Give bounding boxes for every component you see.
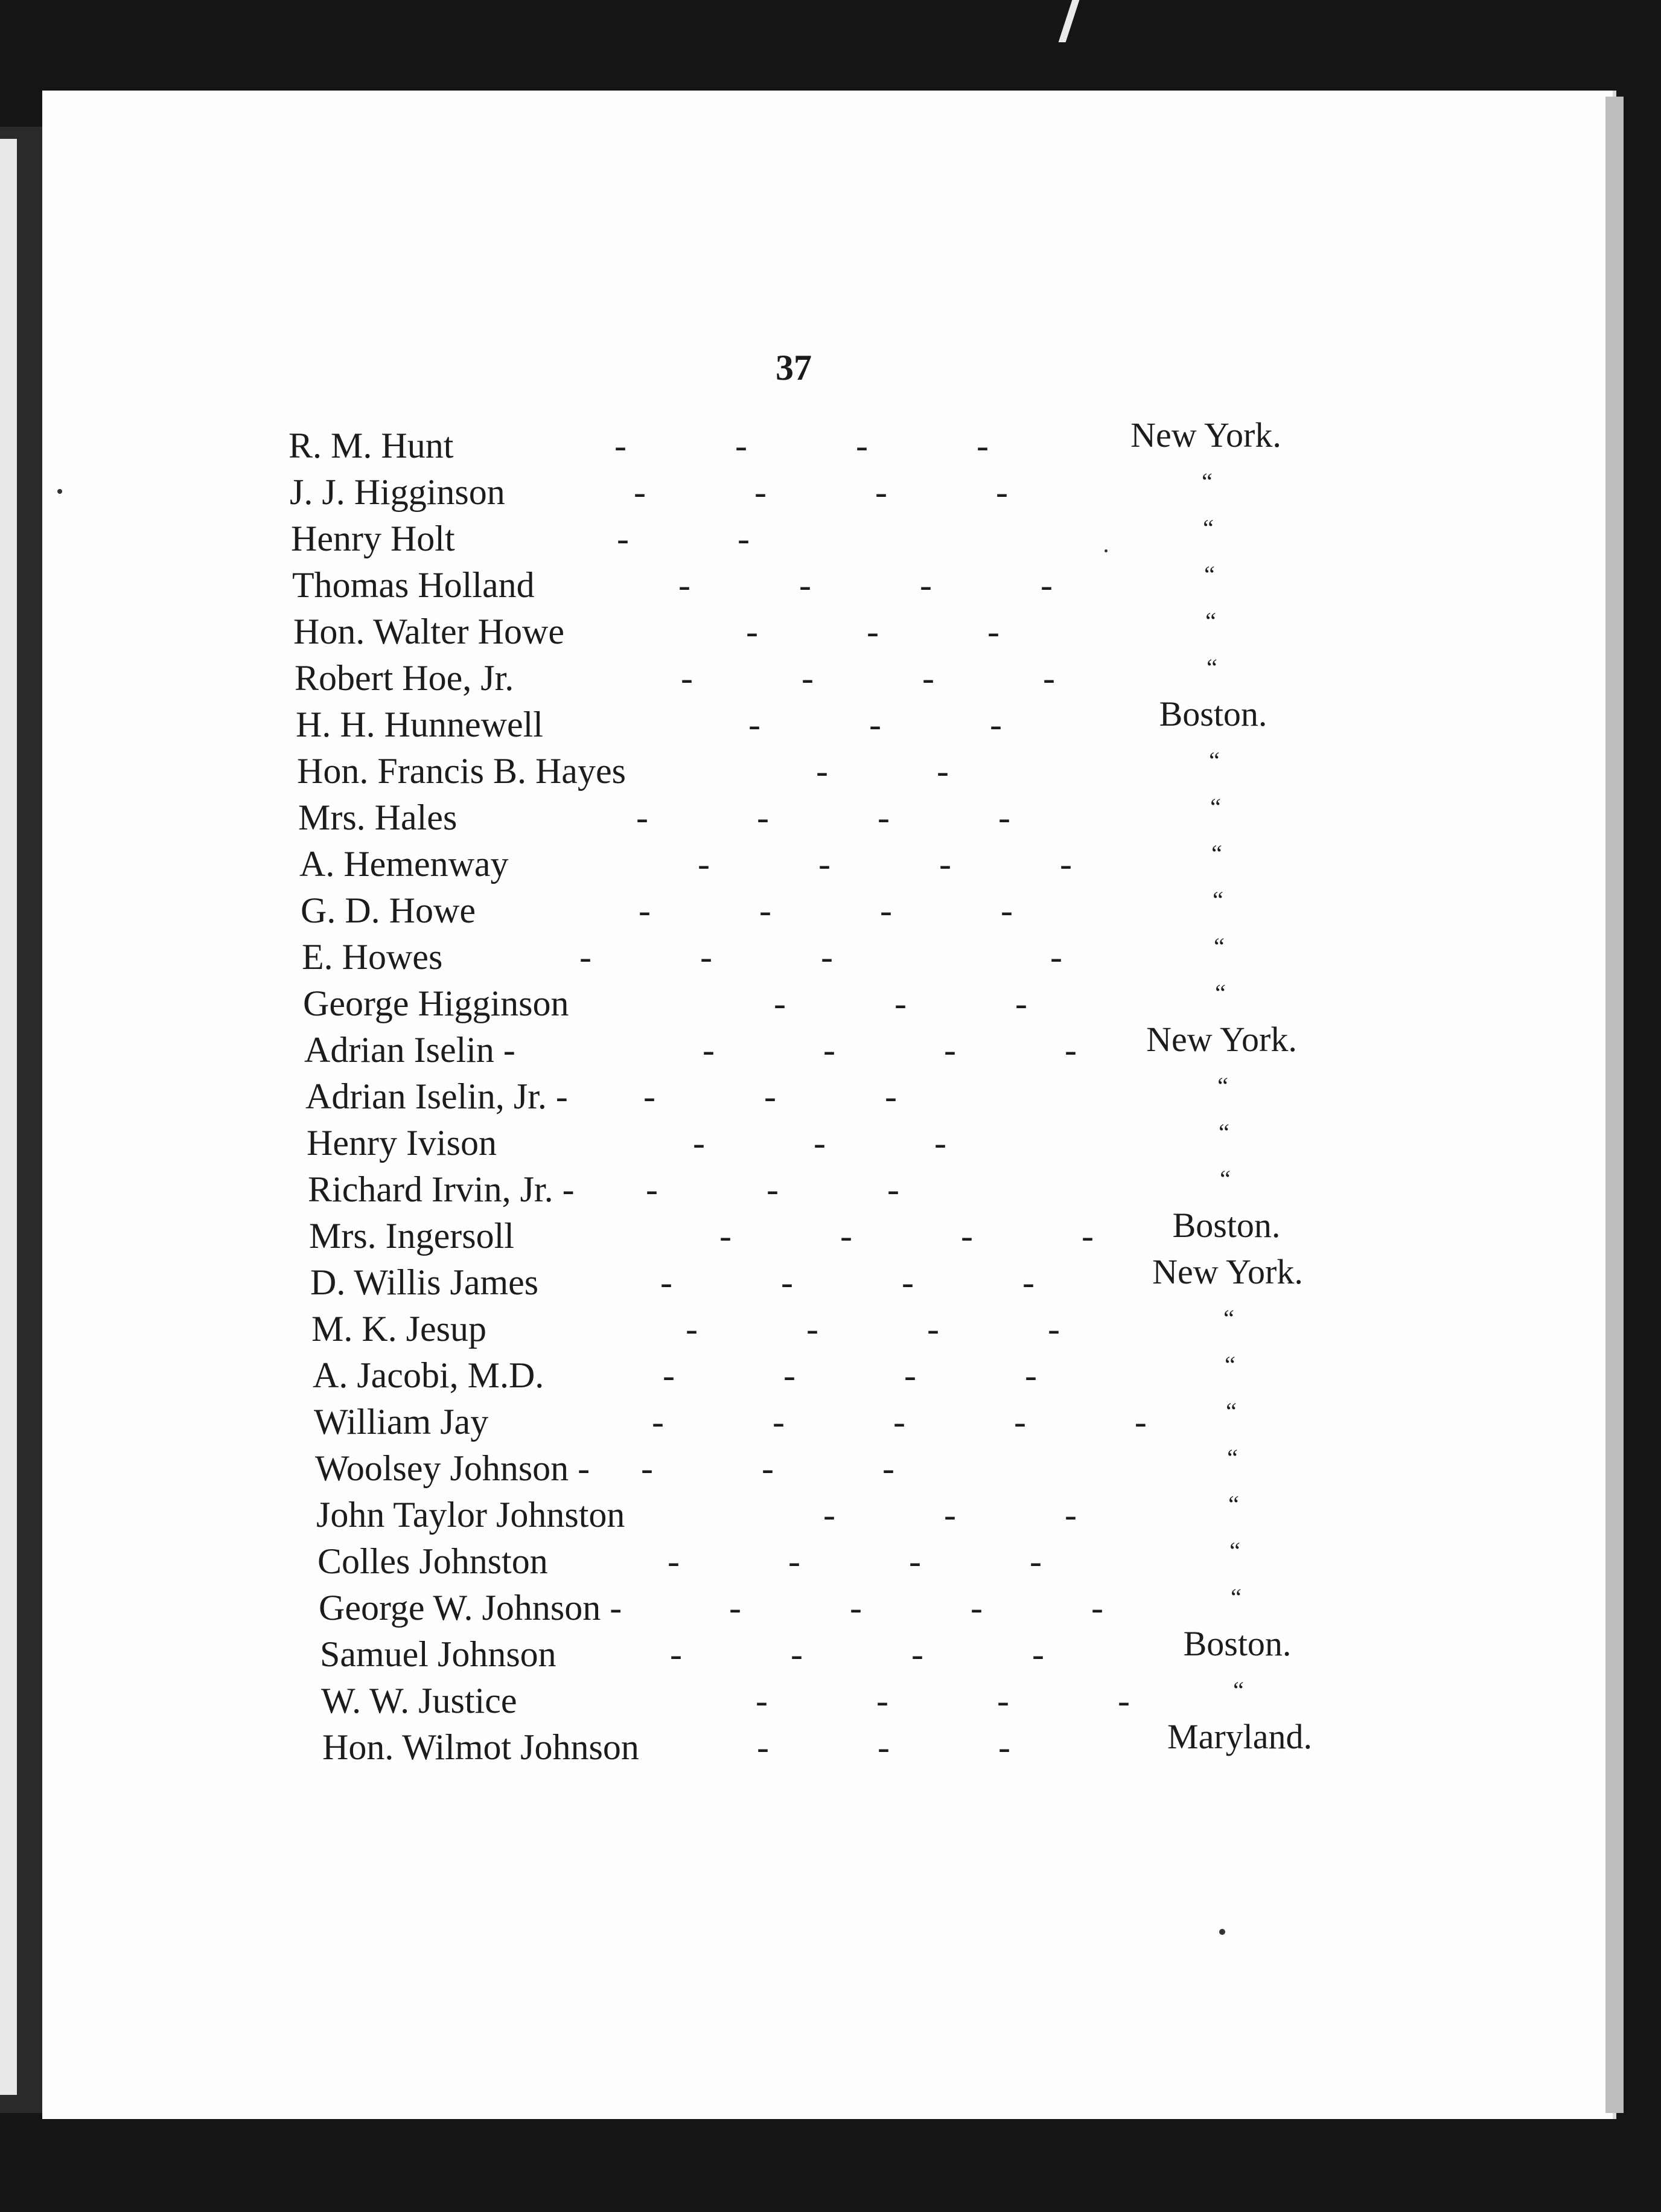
dot-leader: - - - -	[614, 426, 989, 465]
entry-place: “	[1210, 793, 1221, 820]
entry-name: Woolsey Johnson -	[315, 1448, 590, 1488]
dot-leader: - - - -	[703, 1030, 1077, 1070]
facing-page-edge	[0, 139, 17, 2095]
dot-leader: - - - -	[756, 1681, 1130, 1721]
page-edge-shadow	[1605, 97, 1624, 2113]
dot-leader: - - - -	[663, 1355, 1037, 1395]
entry-place: New York.	[1146, 1020, 1297, 1059]
dot-leader: - - - -	[636, 798, 1010, 837]
entry-name: Henry Ivison	[307, 1123, 497, 1163]
entry-place: New York.	[1152, 1252, 1303, 1291]
entry-name: M. K. Jesup	[311, 1309, 487, 1349]
entry-place: “	[1203, 514, 1214, 542]
list-entry	[322, 1717, 1352, 1771]
dot-leader: - - - -	[719, 1216, 1094, 1256]
dot-leader: - - - -	[729, 1588, 1103, 1628]
dot-leader: - - -	[823, 1495, 1077, 1535]
entry-name: Richard Irvin, Jr. -	[308, 1169, 575, 1209]
entry-place: “	[1220, 1165, 1231, 1192]
entry-place: “	[1229, 1537, 1240, 1564]
entry-place: “	[1215, 979, 1226, 1006]
top-edge-mark	[1059, 0, 1080, 42]
paper-speck	[1219, 1929, 1225, 1935]
entry-place: “	[1209, 747, 1220, 774]
entry-name: H. H. Hunnewell	[296, 705, 543, 744]
dot-leader: - - - -	[660, 1262, 1035, 1302]
dot-leader: - - -	[748, 705, 1002, 744]
entry-name: Thomas Holland	[292, 565, 535, 605]
subscriber-list	[289, 415, 1352, 1771]
entry-name: William Jay	[314, 1402, 489, 1442]
entry-place: “	[1202, 468, 1213, 495]
entry-place: “	[1213, 886, 1223, 913]
entry-name: Henry Holt	[291, 519, 455, 558]
entry-name: Adrian Iselin -	[304, 1030, 515, 1070]
dot-leader: - -	[617, 519, 750, 558]
entry-place: “	[1231, 1584, 1242, 1611]
dot-leader: - - - -	[670, 1634, 1044, 1674]
dot-leader: - - - -	[639, 890, 1013, 930]
entry-place: “	[1205, 607, 1216, 635]
entry-place: “	[1226, 1398, 1237, 1425]
entry-name: R. M. Hunt	[289, 426, 454, 465]
entry-name: George Higginson	[303, 983, 569, 1023]
entry-place: “	[1228, 1491, 1239, 1518]
entry-name: J. J. Higginson	[290, 472, 505, 512]
entry-place: “	[1223, 1305, 1234, 1332]
dot-leader: - - -	[757, 1727, 1010, 1767]
entry-name: Hon. Walter Howe	[293, 612, 564, 651]
entry-name: Mrs. Ingersoll	[309, 1216, 514, 1256]
dot-leader: - - - -	[634, 472, 1008, 512]
entry-name: George W. Johnson -	[319, 1588, 622, 1628]
dot-leader: - - - - -	[652, 1402, 1147, 1442]
paper-speck	[57, 489, 62, 494]
entry-place: Boston.	[1159, 694, 1267, 734]
entry-name: Hon. Francis B. Hayes	[297, 751, 626, 791]
entry-place: “	[1219, 1119, 1229, 1146]
entry-place: “	[1233, 1677, 1244, 1704]
dot-leader: - -	[816, 751, 949, 791]
entry-place: Boston.	[1172, 1206, 1281, 1245]
entry-place: “	[1217, 1072, 1228, 1099]
dot-leader: - - -	[693, 1123, 946, 1163]
dot-leader: - - -	[641, 1448, 894, 1488]
dot-leader: - - - -	[686, 1309, 1060, 1349]
entry-name: Colles Johnston	[317, 1541, 548, 1581]
paper-speck	[1105, 549, 1108, 552]
dot-leader: - - - -	[678, 565, 1053, 605]
page-number: 37	[776, 348, 812, 388]
entry-name: Adrian Iselin, Jr. -	[305, 1076, 568, 1116]
dot-leader: - - -	[643, 1076, 897, 1116]
entry-name: A. Hemenway	[299, 844, 509, 884]
entry-place: Boston.	[1183, 1624, 1292, 1663]
entry-name: Mrs. Hales	[298, 798, 457, 837]
entry-place: “	[1207, 654, 1217, 681]
entry-name: John Taylor Johnston	[316, 1495, 625, 1535]
dot-leader: - - - -	[579, 937, 1062, 977]
entry-place: “	[1214, 933, 1225, 960]
dot-leader: - - -	[774, 983, 1027, 1023]
dot-leader: - - - -	[668, 1541, 1042, 1581]
entry-place: “	[1211, 840, 1222, 867]
entry-place: “	[1204, 561, 1215, 588]
entry-name: G. D. Howe	[301, 890, 476, 930]
entry-name: Samuel Johnson	[320, 1634, 556, 1674]
entry-place: New York.	[1130, 415, 1281, 455]
entry-name: Robert Hoe, Jr.	[295, 658, 514, 698]
entry-place: “	[1225, 1351, 1235, 1378]
entry-name: D. Willis James	[310, 1262, 539, 1302]
dot-leader: - - -	[646, 1169, 899, 1209]
entry-place: Maryland.	[1167, 1717, 1312, 1756]
dot-leader: - - - -	[698, 844, 1072, 884]
entry-name: E. Howes	[302, 937, 443, 977]
dot-leader: - - - -	[681, 658, 1055, 698]
entry-name: W. W. Justice	[321, 1681, 517, 1721]
dot-leader: - - -	[746, 612, 999, 651]
entry-name: Hon. Wilmot Johnson	[322, 1727, 639, 1767]
entry-name: A. Jacobi, M.D.	[313, 1355, 544, 1395]
entry-place: “	[1227, 1444, 1238, 1471]
